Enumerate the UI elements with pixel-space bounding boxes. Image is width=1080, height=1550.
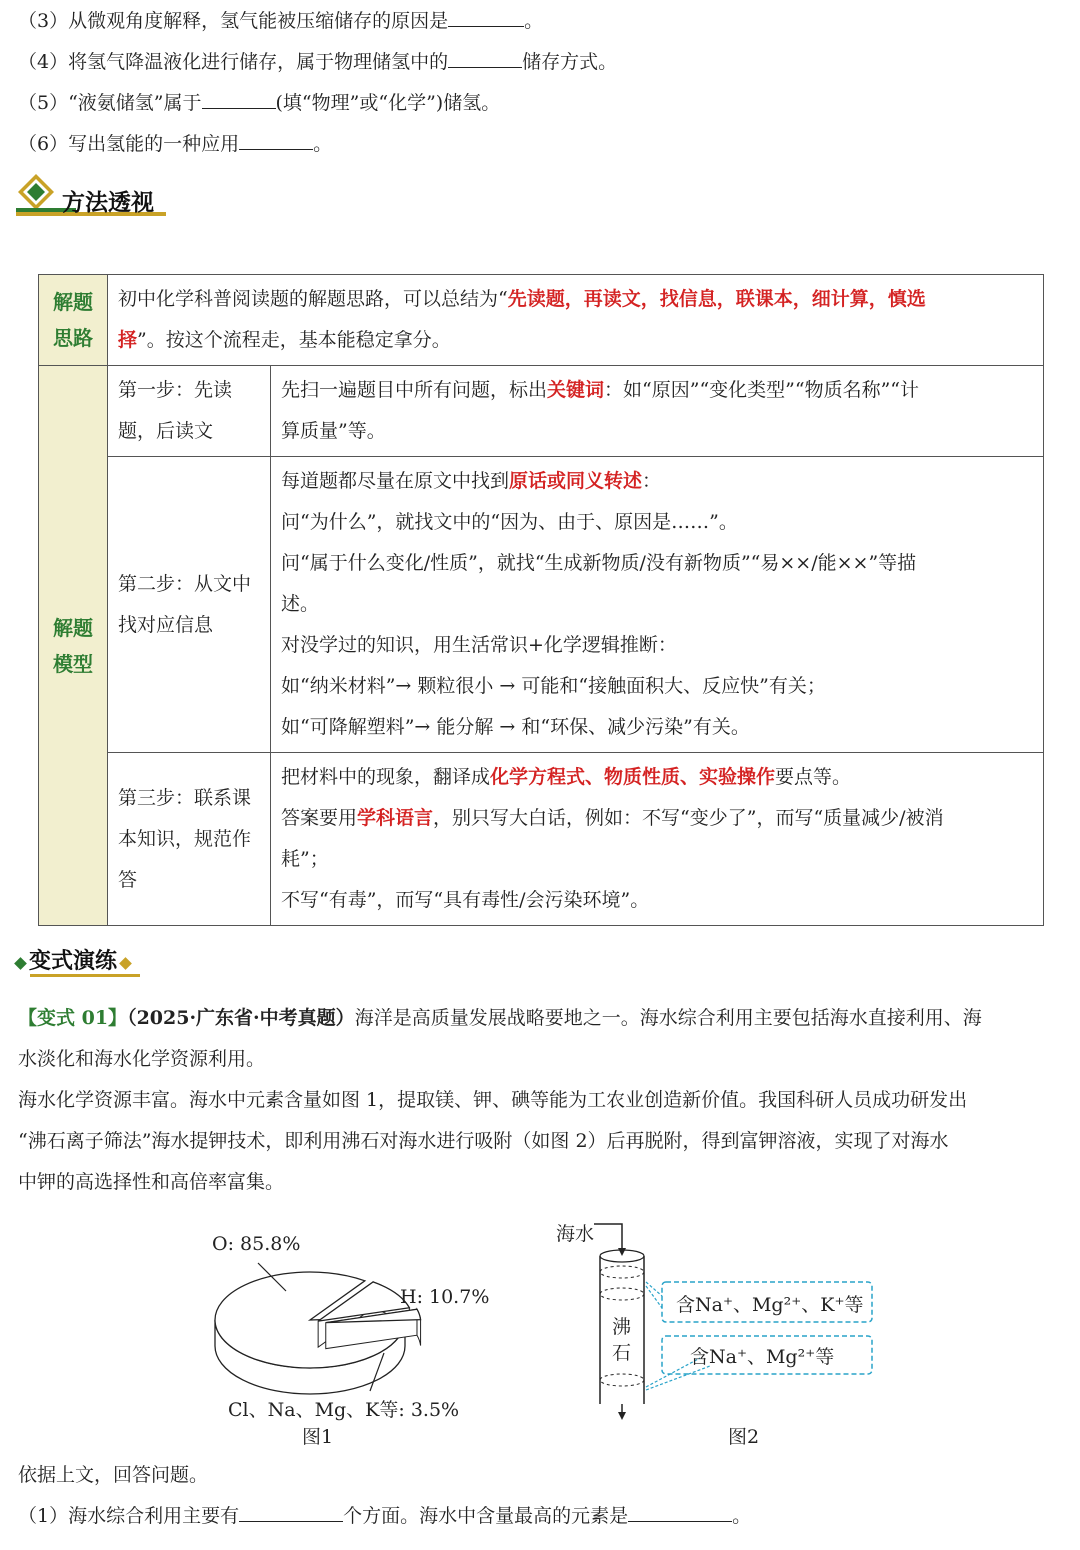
table-row [39,366,1044,457]
question-1: （1）海水综合利用主要有 个方面。海水中含量最高的元素是 。 [18,1505,752,1527]
diamond-icon [14,957,27,970]
answer-blank[interactable] [202,90,276,109]
question-3: （3）从微观角度解释，氢气能被压缩储存的原因是 。 [18,10,544,32]
seawater-label: 海水 [556,1223,595,1245]
answer-blank[interactable] [448,8,524,27]
table-row [39,457,1044,753]
answer-blank[interactable] [628,1503,732,1522]
step1-title: 第一步：先读 题，后读文 [108,366,271,457]
table-row [39,275,1044,366]
figure2-caption: 图2 [728,1426,760,1448]
ion-box-1: 含Na⁺、Mg²⁺、K⁺等 [676,1294,864,1316]
section-title: 方法透视 [62,190,154,216]
approach-text: 初中化学科普阅读题的解题思路，可以总结为“先读题，再读文，找信息，联课本，细计算，慎选 择”。按这个流程走，基本能稳定拿分。 [108,275,1044,366]
answer-blank[interactable] [448,49,522,68]
pie-label-other: Cl、Na、Mg、K等: 3.5% [228,1399,460,1421]
answer-blank[interactable] [239,1503,343,1522]
step3-title: 第三步：联系课 本知识，规范作 答 [108,753,271,926]
zeolite-column-diagram [550,1212,890,1422]
pie-label-h: H: 10.7% [400,1286,490,1308]
question-5: （5）“液氨储氢”属于 (填“物理”或“化学”)储氢。 [18,92,501,114]
step3-content: 把材料中的现象，翻译成化学方程式、物质性质、实验操作要点等。 答案要用学科语言，别只写大白话，例如：不写“变少了”，而写“质量减少/被消 耗”； 不写“有毒”，而写“具有毒性/会污染环境”。 [271,753,1044,926]
step2-title: 第二步：从文中 找对应信息 [108,457,271,753]
practice-section-header [16,944,130,978]
zeolite-label-b: 石 [612,1342,632,1364]
method-section-header [16,172,176,218]
answer-blank[interactable] [239,131,313,150]
ion-box-2: 含Na⁺、Mg²⁺等 [690,1346,835,1368]
zeolite-label-a: 沸 [612,1316,632,1338]
question-6: （6）写出氢能的一种应用 。 [18,133,333,155]
section-title: 变式演练 [29,949,118,974]
step2-content: 每道题都尽量在原文中找到原话或同义转述： 问“为什么”，就找文中的“因为、由于、原因是……”。 问“属于什么变化/性质”，就找“生成新物质/没有新物质”“易××/能××”等描 述。 对没学过的知识，用生活常识+化学逻辑推断： 如“纳米材料”→ 颗粒很小 → 可能和“接触面积大、反应快”有关； 如“可降解塑料”→ 能分解 → 和“环保、减少污染”有关。 [271,457,1044,753]
variant-intro: 【变式 01】（2025·广东省·中考真题）海洋是高质量发展战略要地之一。海水综合利用主要包括海水直接利用、海 水淡化和海水化学资源利用。 海水化学资源丰富。海水中元素含量如图 1，提取镁、钾、碘等能为工农业创造新价值。我国科研人员成功研发出 “沸石离子筛法”海水提钾技术，即利用沸石对海水进行吸附（如图 2）后再脱附，得到富钾溶液，实现了对海水 中钾的高选择性和高倍率富集。 [18,1007,982,1193]
diamond-icon [119,957,132,970]
question-4: （4）将氢气降温液化进行储存，属于物理储氢中的 储存方式。 [18,51,618,73]
pie-label-o: O: 85.8% [212,1233,301,1255]
table-row [39,753,1044,926]
figure1-caption: 图1 [302,1426,334,1448]
answer-intro: 依据上文，回答问题。 [18,1464,209,1486]
approach-label: 解题 思路 [39,275,108,366]
diamond-icon [16,172,62,212]
model-label: 解题 模型 [39,366,108,926]
step1-content: 先扫一遍题目中所有问题，标出关键词：如“原因”“变化类型”“物质名称”“计 算质量”等。 [271,366,1044,457]
method-table [38,274,1044,926]
